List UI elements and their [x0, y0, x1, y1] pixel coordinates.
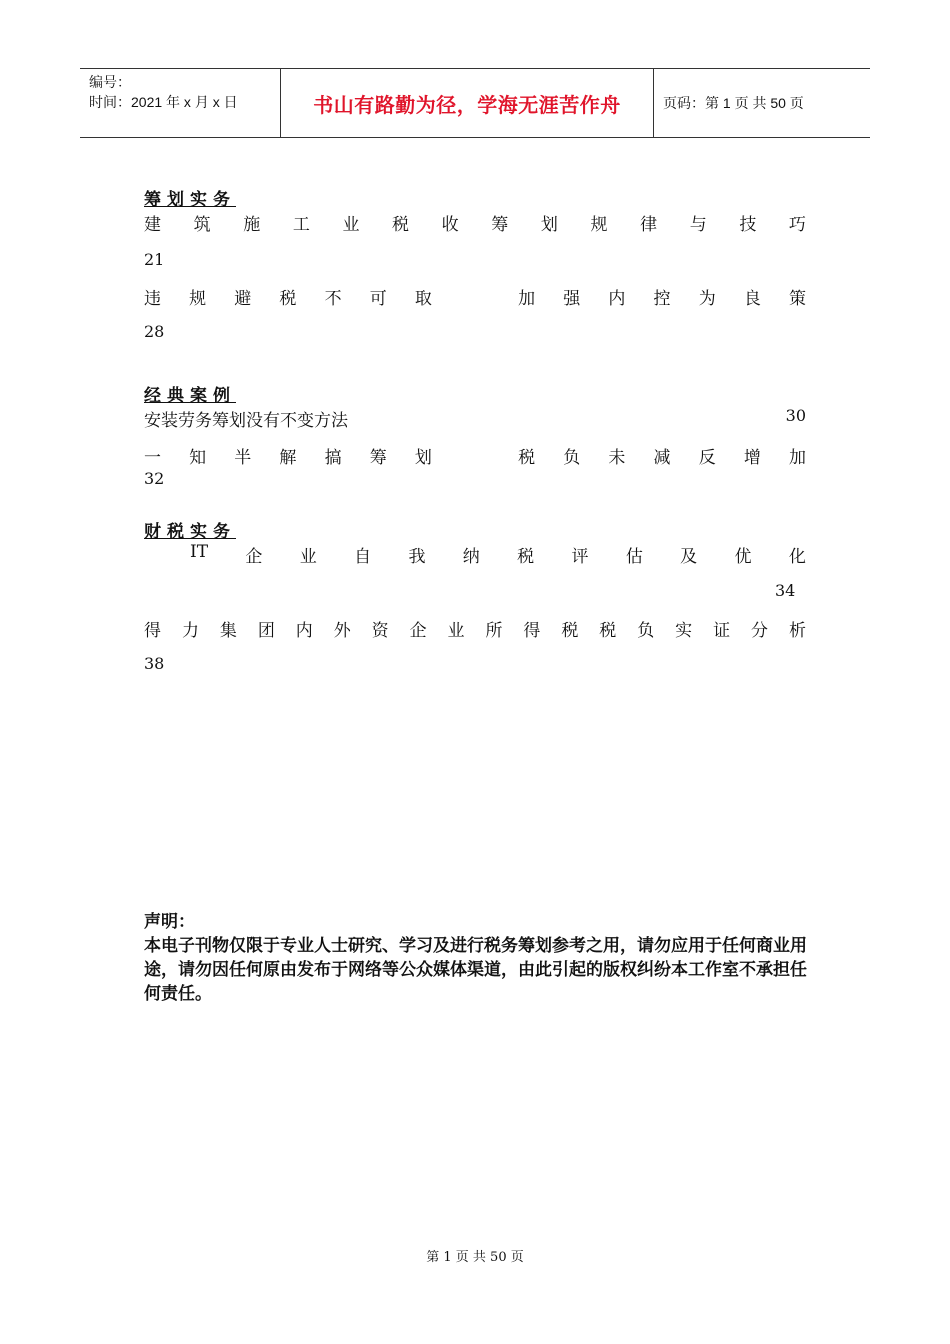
toc-char: 自: [354, 547, 372, 567]
toc-gap: [460, 284, 490, 309]
toc-char: 负: [563, 448, 581, 468]
toc-char: 税: [279, 289, 297, 309]
toc-entry-page: 34: [775, 581, 796, 600]
statement-body: 本电子刊物仅限于专业人士研究、学习及进行税务筹划参考之用，请勿应用于任何商业用途，请勿因任何原由发布于网络等公众媒体渠道，由此引起的版权纠纷本工作室不承担任何责任。: [144, 936, 807, 1004]
toc-char: 施: [243, 215, 261, 235]
section-title: 经典案例: [144, 386, 236, 406]
toc-char: 证: [713, 621, 731, 641]
toc-char: 违: [144, 289, 161, 309]
toc-char: 筹: [491, 215, 509, 235]
header-meta-cell: [80, 69, 281, 137]
toc-char: 税: [392, 215, 410, 235]
toc-char: 取: [414, 289, 432, 309]
toc-char: 知: [189, 448, 207, 468]
toc-char: 与: [689, 215, 707, 235]
toc-char: 分: [751, 621, 768, 641]
toc-char: 技: [739, 215, 757, 235]
toc-char: IT: [190, 542, 209, 562]
toc-char: 解: [279, 448, 297, 468]
toc-char: 划: [540, 215, 558, 235]
toc-gap: [460, 443, 490, 468]
toc-char: 优: [734, 547, 752, 567]
statement-title: 声明：: [144, 912, 195, 932]
toc-entry-text: 安装劳务筹划没有不变方法: [144, 411, 348, 431]
toc-entry-page: 30: [785, 406, 806, 425]
toc-char: 控: [653, 289, 671, 309]
section-title: 筹划实务: [144, 190, 236, 210]
page-footer: [0, 1246, 950, 1265]
toc-char: 企: [409, 621, 427, 641]
toc-char: 巧: [788, 215, 806, 235]
toc-entry-page: 28: [144, 322, 165, 341]
toc-entry-spread[interactable]: [190, 542, 806, 567]
toc-char: 筹: [369, 448, 387, 468]
toc-entry-page: 21: [144, 250, 165, 269]
toc-char: 我: [408, 547, 426, 567]
toc-entry-page: 38: [144, 654, 165, 673]
toc-char: 力: [181, 621, 199, 641]
toc-char: 内: [608, 289, 626, 309]
toc-char: 增: [743, 448, 761, 468]
toc-char: 为: [698, 289, 716, 309]
toc-char: 筑: [193, 215, 211, 235]
header-page-cell: [654, 69, 870, 137]
toc-char: 工: [292, 215, 310, 235]
toc-char: 集: [219, 621, 237, 641]
toc-entry-spread[interactable]: [144, 616, 806, 641]
toc-char: 可: [369, 289, 387, 309]
toc-char: 团: [257, 621, 275, 641]
toc-char: 良: [743, 289, 761, 309]
toc-char: 业: [447, 621, 465, 641]
toc-entry-spread[interactable]: [144, 443, 806, 468]
toc-char: 外: [333, 621, 351, 641]
toc-char: 半: [234, 448, 252, 468]
toc-char: 减: [653, 448, 671, 468]
toc-char: 不: [324, 289, 342, 309]
toc-char: 得: [144, 621, 161, 641]
toc-char: 负: [637, 621, 655, 641]
toc-char: 纳: [462, 547, 480, 567]
toc-char: 业: [342, 215, 360, 235]
toc-char: 所: [485, 621, 503, 641]
toc-char: 估: [625, 547, 643, 567]
toc-char: 税: [517, 547, 535, 567]
toc-char: 反: [698, 448, 716, 468]
motto-text: 书山有路勤为径，学海无涯苦作舟: [313, 92, 621, 117]
toc-char: 搞: [324, 448, 342, 468]
toc-char: 税: [599, 621, 617, 641]
toc-char: 策: [788, 289, 806, 309]
page-info: 页码：第 1 页 共 50 页: [663, 95, 804, 111]
toc-entry-spread[interactable]: [144, 284, 806, 309]
statement-block: [144, 910, 814, 1006]
toc-char: 加: [518, 289, 536, 309]
toc-char: 得: [523, 621, 541, 641]
toc-char: 实: [675, 621, 693, 641]
toc-char: 规: [189, 289, 207, 309]
toc-char: 业: [299, 547, 317, 567]
toc-char: 强: [563, 289, 581, 309]
header-motto-cell: [281, 69, 654, 137]
toc-char: 加: [788, 448, 806, 468]
section-title: 财税实务: [144, 522, 236, 542]
toc-entry[interactable]: [144, 406, 806, 431]
toc-char: 及: [680, 547, 698, 567]
toc-entry-page: 32: [144, 469, 165, 488]
toc-char: 收: [441, 215, 459, 235]
toc-char: 内: [295, 621, 313, 641]
toc-char: 资: [371, 621, 389, 641]
toc-char: 规: [590, 215, 608, 235]
header-table: [80, 68, 870, 138]
toc-char: 析: [788, 621, 806, 641]
toc-char: 划: [414, 448, 432, 468]
toc-char: 企: [245, 547, 263, 567]
toc-char: 税: [561, 621, 579, 641]
toc-char: 一: [144, 448, 161, 468]
toc-char: 评: [571, 547, 589, 567]
toc-char: 化: [788, 547, 806, 567]
time-label: 时间：2021 年 x 月 x 日: [89, 94, 238, 110]
toc-char: 律: [640, 215, 658, 235]
toc-entry-spread[interactable]: [144, 210, 806, 235]
toc-char: 税: [518, 448, 536, 468]
toc-char: 未: [608, 448, 626, 468]
toc-char: 避: [234, 289, 252, 309]
toc-char: 建: [144, 215, 161, 235]
footer-page-text: 第 1 页 共 50 页: [426, 1250, 524, 1265]
number-label: 编号：: [89, 74, 131, 90]
